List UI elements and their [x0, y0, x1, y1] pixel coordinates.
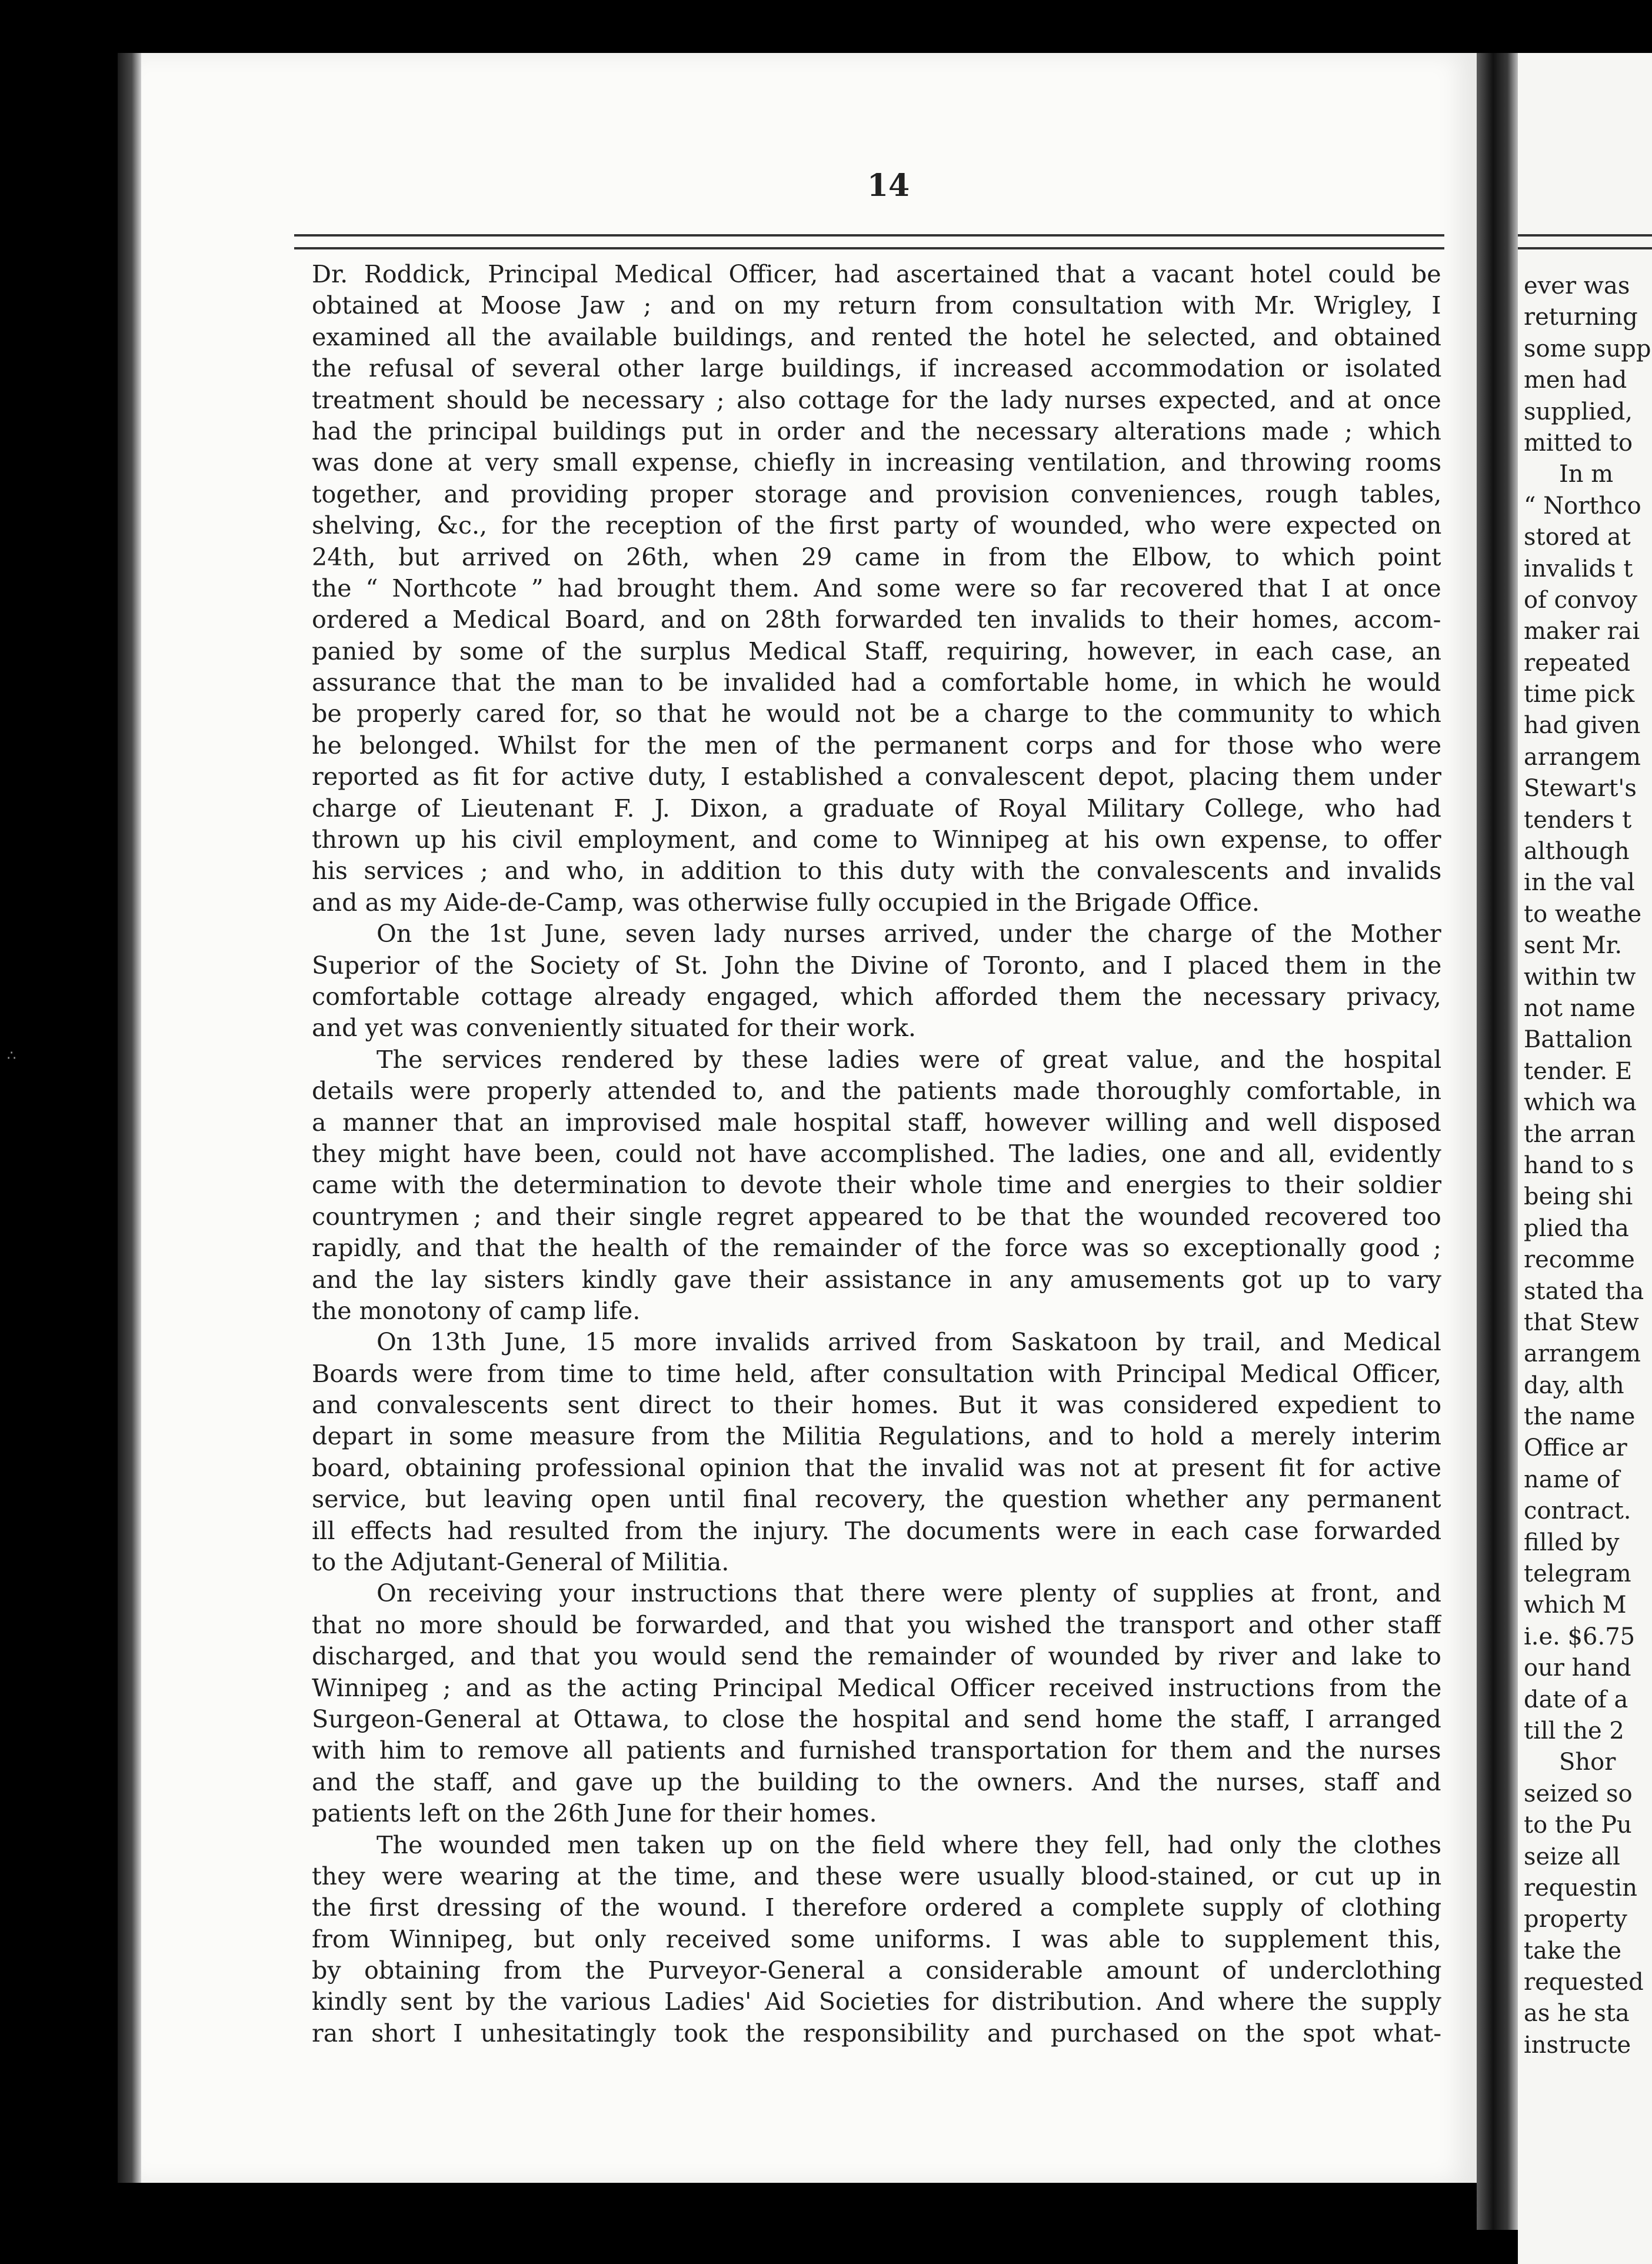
text-line: and as my Aide-de-Camp, was otherwise fully occupied in the Brigade Office. — [312, 888, 1260, 917]
text-line: board, obtaining professional opinion that the invalid was not at present fit for active — [312, 1453, 1441, 1482]
text-line: and yet was conveniently situated for their work. — [312, 1014, 916, 1043]
facing-text-line: our hand — [1524, 1654, 1631, 1682]
facing-text-line: in the val — [1524, 869, 1635, 897]
facing-text-line: seize all — [1524, 1843, 1620, 1870]
text-line: from Winnipeg, but only received some uniforms. I was able to supplement this, — [312, 1925, 1441, 1953]
facing-text-line: plied tha — [1524, 1214, 1629, 1242]
left-binding-edge — [118, 53, 141, 2183]
text-line: was done at very small expense, chiefly in increasing ventilation, and throwing rooms — [312, 448, 1441, 477]
facing-text-line: filled by — [1524, 1529, 1620, 1556]
text-line: rapidly, and that the health of the remainder of the force was so exceptionally good ; — [312, 1234, 1441, 1263]
facing-text-line: within tw — [1524, 963, 1636, 991]
facing-text-line: take the — [1524, 1937, 1622, 1965]
text-line: Boards were from time to time held, after consultation with Principal Medical Officer, — [312, 1359, 1441, 1388]
text-line: details were properly attended to, and the patients made thoroughly comfortable, in — [312, 1077, 1441, 1106]
facing-text-line: to the Pu — [1524, 1812, 1632, 1839]
text-line: charge of Lieutenant F. J. Dixon, a graduate of Royal Military College, who had — [312, 794, 1441, 823]
facing-text-line: Stewart's — [1524, 775, 1637, 803]
facing-text-line: time pick — [1524, 681, 1635, 708]
text-line: assurance that the man to be invalided had a comfortable home, in which he would — [312, 668, 1441, 697]
text-line: a manner that an improvised male hospital staff, however willing and well disposed — [312, 1108, 1441, 1137]
facing-text-line: seized so — [1524, 1780, 1633, 1807]
facing-text-line: as he sta — [1524, 2000, 1630, 2027]
facing-text-line: mitted to — [1524, 429, 1633, 457]
facing-text-line: hand to s — [1524, 1151, 1634, 1179]
text-line: the “ Northcote ” had brought them. And some were so far recovered that I at once — [312, 574, 1441, 602]
text-line: The wounded men taken up on the field where they fell, had only the clothes — [377, 1830, 1441, 1859]
facing-text-line: being shi — [1524, 1183, 1633, 1211]
facing-text-line: the arran — [1524, 1120, 1636, 1148]
facing-text-line: to weathe — [1524, 900, 1642, 928]
text-line: obtained at Moose Jaw ; and on my return from consultation with Mr. Wrigley, I — [312, 291, 1441, 320]
text-line: comfortable cottage already engaged, which afforded them the necessary privacy, — [312, 982, 1441, 1011]
facing-text-line: i.e. $6.75 — [1524, 1623, 1636, 1650]
page-body-text — [312, 259, 1441, 2142]
text-line: shelving, &c., for the reception of the first party of wounded, who were expected on — [312, 511, 1441, 540]
text-line: Superior of the Society of St. John the Divine of Toronto, and I placed them in the — [312, 951, 1441, 980]
text-line: discharged, and that you would send the remainder of wounded by river and lake to — [312, 1642, 1441, 1671]
facing-text-line: some supp — [1524, 335, 1651, 362]
text-line: to the Adjutant-General of Militia. — [312, 1548, 730, 1577]
text-line: Winnipeg ; and as the acting Principal Medical Officer received instructions from the — [312, 1673, 1441, 1702]
text-line: countrymen ; and their single regret appeared to be that the wounded recovered too — [312, 1202, 1441, 1231]
text-line: together, and providing proper storage and provision conveniences, rough tables, — [312, 480, 1441, 508]
text-line: they might have been, could not have accomplished. The ladies, one and all, evidently — [312, 1139, 1441, 1168]
facing-text-line: arrangem — [1524, 743, 1641, 771]
text-line: his services ; and who, in addition to this duty with the convalescents and invalids — [312, 857, 1441, 885]
facing-text-line: supplied, — [1524, 398, 1633, 425]
text-line: kindly sent by the various Ladies' Aid Societies for distribution. And where the supply — [312, 1987, 1441, 2016]
facing-text-line: till the 2 — [1524, 1717, 1624, 1744]
text-line: be properly cared for, so that he would not be a charge to the community to which — [312, 700, 1441, 728]
text-line: came with the determination to devote their whole time and energies to their soldier — [312, 1171, 1441, 1200]
text-line: patients left on the 26th June for their homes. — [312, 1799, 877, 1828]
facing-text-line: requested — [1524, 1969, 1644, 1996]
text-line: The services rendered by these ladies were of great value, and the hospital — [377, 1045, 1441, 1074]
facing-text-line: had given — [1524, 712, 1641, 740]
text-line: examined all the available buildings, and rented the hotel he selected, and obtained — [312, 322, 1441, 351]
text-line: he belonged. Whilst for the men of the permanent corps and for those who were — [312, 731, 1441, 760]
text-line: the monotony of camp life. — [312, 1296, 641, 1325]
text-line: Dr. Roddick, Principal Medical Officer, had ascertained that a vacant hotel could be — [312, 260, 1441, 288]
facing-text-line: although — [1524, 838, 1630, 865]
text-line: had the principal buildings put in order and the necessary alterations made ; which — [312, 417, 1441, 445]
book-gutter — [1477, 53, 1518, 2230]
facing-text-line: Shor — [1559, 1749, 1616, 1776]
page-number: 14 — [867, 168, 910, 204]
text-line: 24th, but arrived on 26th, when 29 came in from the Elbow, to which point — [312, 542, 1441, 571]
facing-page-text — [1524, 271, 1652, 2061]
header-rule — [294, 234, 1444, 249]
text-line: Surgeon-General at Ottawa, to close the hospital and send home the staff, I arranged — [312, 1704, 1441, 1733]
text-line: service, but leaving open until final recovery, the question whether any permanent — [312, 1485, 1441, 1514]
facing-text-line: men had — [1524, 367, 1627, 394]
facing-text-line: repeated — [1524, 649, 1631, 677]
text-line: by obtaining from the Purveyor-General a considerable amount of underclothing — [312, 1956, 1441, 1985]
text-line: panied by some of the surplus Medical Staff, requiring, however, in each case, an — [312, 637, 1441, 665]
facing-text-line: of convoy — [1524, 586, 1638, 614]
facing-text-line: recomme — [1524, 1246, 1635, 1274]
text-line: depart in some measure from the Militia Regulations, and to hold a merely interim — [312, 1422, 1441, 1451]
text-line: the first dressing of the wound. I therefore ordered a complete supply of clothing — [312, 1893, 1441, 1922]
facing-text-line: property — [1524, 1906, 1627, 1933]
text-line: with him to remove all patients and furnished transportation for them and the nurses — [312, 1736, 1441, 1765]
text-line: ordered a Medical Board, and on 28th forwarded ten invalids to their homes, accom- — [312, 605, 1441, 634]
facing-text-line: telegram — [1524, 1560, 1631, 1588]
text-line: On receiving your instructions that there were plenty of supplies at front, and — [377, 1579, 1441, 1608]
facing-text-line: maker rai — [1524, 618, 1640, 645]
text-line: On the 1st June, seven lady nurses arrived, under the charge of the Mother — [377, 920, 1441, 948]
facing-text-line: which M — [1524, 1592, 1627, 1619]
facing-header-rule — [1518, 234, 1652, 249]
facing-text-line: requestin — [1524, 1874, 1637, 1902]
facing-text-line: Battalion — [1524, 1026, 1633, 1054]
text-line: thrown up his civil employment, and come to Winnipeg at his own expense, to offer — [312, 825, 1441, 854]
facing-text-line: returning — [1524, 304, 1638, 331]
text-line: that no more should be forwarded, and that you wished the transport and other staff — [312, 1610, 1441, 1639]
facing-text-line: sent Mr. — [1524, 932, 1623, 960]
facing-text-line: Office ar — [1524, 1434, 1627, 1462]
facing-text-line: arrangem — [1524, 1340, 1641, 1368]
facing-text-line: date of a — [1524, 1686, 1628, 1713]
facing-text-line: which wa — [1524, 1089, 1637, 1117]
text-line: and the lay sisters kindly gave their assistance in any amusements got up to vary — [312, 1265, 1441, 1294]
text-line: On 13th June, 15 more invalids arrived from Saskatoon by trail, and Medical — [377, 1328, 1441, 1357]
text-line: the refusal of several other large buildings, if increased accommodation or isolated — [312, 354, 1441, 383]
facing-text-line: contract. — [1524, 1497, 1631, 1525]
facing-text-line: tenders t — [1524, 806, 1632, 834]
text-line: they were wearing at the time, and these were usually blood-stained, or cut up in — [312, 1862, 1441, 1890]
text-line: reported as fit for active duty, I established a convalescent depot, placing them under — [312, 763, 1441, 791]
facing-text-line: not name — [1524, 994, 1636, 1022]
text-line: ran short I unhesitatingly took the responsibility and purchased on the spot what- — [312, 2019, 1441, 2047]
facing-text-line: In m — [1559, 461, 1614, 488]
facing-text-line: the name — [1524, 1403, 1636, 1431]
facing-text-line: that Stew — [1524, 1309, 1639, 1336]
text-line: and the staff, and gave up the building to the owners. And the nurses, staff and — [312, 1767, 1441, 1796]
facing-text-line: stored at — [1524, 524, 1631, 551]
facing-text-line: “ Northco — [1524, 492, 1641, 520]
facing-text-line: instructe — [1524, 2031, 1631, 2059]
scan-speck: ∴ — [7, 1047, 16, 1064]
text-line: and convalescents sent direct to their homes. But it was considered expedient to — [312, 1391, 1441, 1420]
text-line: ill effects had resulted from the injury. The documents were in each case forwarded — [312, 1516, 1441, 1545]
facing-text-line: day, alth — [1524, 1371, 1624, 1399]
facing-text-line: ever was — [1524, 272, 1630, 299]
facing-text-line: name of — [1524, 1466, 1620, 1493]
facing-text-line: invalids t — [1524, 555, 1633, 582]
text-line: treatment should be necessary ; also cottage for the lady nurses expected, and at once — [312, 385, 1441, 414]
facing-text-line: tender. E — [1524, 1057, 1633, 1085]
facing-text-line: stated tha — [1524, 1277, 1644, 1305]
